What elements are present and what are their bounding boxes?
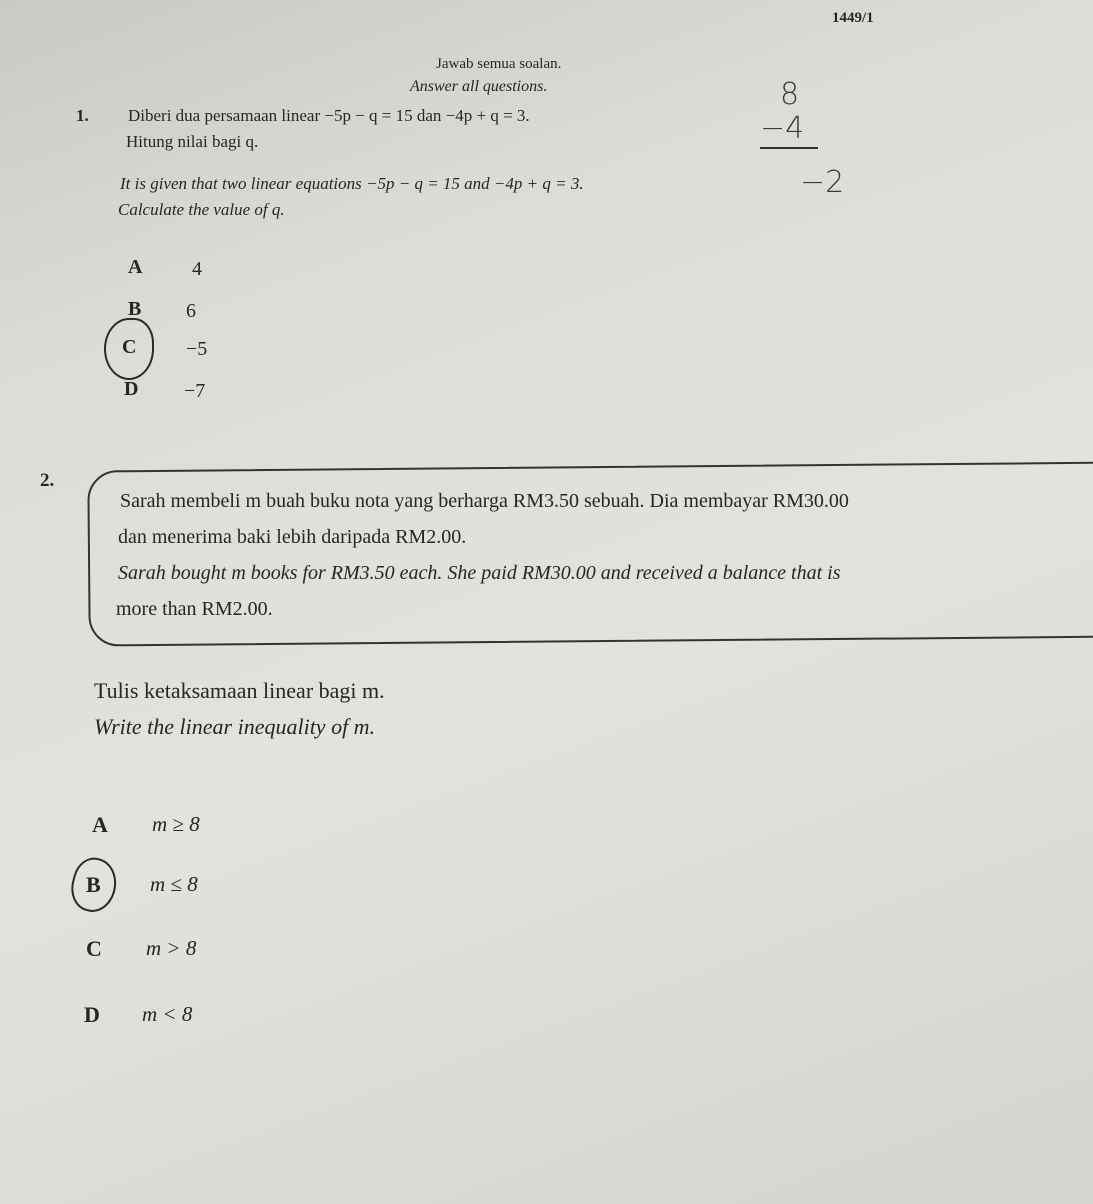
question-number: 1. [76,106,89,125]
q2-ms-box2: dan menerima baki lebih daripada RM2.00. [118,526,467,548]
option-c-value: m > 8 [146,936,197,960]
q2-ms-prompt: Tulis ketaksamaan linear bagi m. [94,678,385,703]
option-d-value: −7 [184,380,206,402]
q2-ms-box1: Sarah membeli m buah buku nota yang berharga RM3.50 sebuah. Dia membayar RM30.00 [120,490,849,512]
q1-en-line2: Calculate the value of q. [118,200,285,219]
option-c-letter[interactable]: C [86,936,102,961]
option-d-value: m < 8 [142,1002,193,1026]
option-a-value: 4 [192,258,202,280]
q1-en-line1: It is given that two linear equations −5p − q = 15 and −4p + q = 3. [120,174,584,193]
option-a-value: m ≥ 8 [152,812,200,836]
option-b-value: 6 [186,300,196,322]
option-b-letter[interactable]: B [86,872,101,897]
q2-en-prompt: Write the linear inequality of m. [94,714,376,739]
option-a-letter[interactable]: A [92,812,108,837]
handwritten-note: −2 [800,165,845,200]
q1-ms-line2: Hitung nilai bagi q. [126,132,259,151]
question-number: 2. [40,470,55,491]
option-b-value: m ≤ 8 [150,872,198,896]
instruction-ms: Jawab semua soalan. [436,56,562,72]
option-d-letter[interactable]: D [84,1002,100,1027]
option-d-letter[interactable]: D [124,378,139,400]
q2-en-box2: more than RM2.00. [116,598,273,620]
q1-ms-line1: Diberi dua persamaan linear −5p − q = 15 dan −4p + q = 3. [128,106,530,125]
option-c-value: −5 [186,338,208,360]
handwritten-note: −4 [760,112,818,149]
handwritten-note: 8 [780,77,800,112]
q2-en-box1: Sarah bought m books for RM3.50 each. She paid RM30.00 and received a balance that is [118,562,841,584]
option-a-letter[interactable]: A [128,256,143,278]
paper-code: 1449/1 [832,10,874,26]
option-c-letter[interactable]: C [122,336,137,358]
option-b-letter[interactable]: B [128,298,142,320]
instruction-en: Answer all questions. [410,78,548,95]
